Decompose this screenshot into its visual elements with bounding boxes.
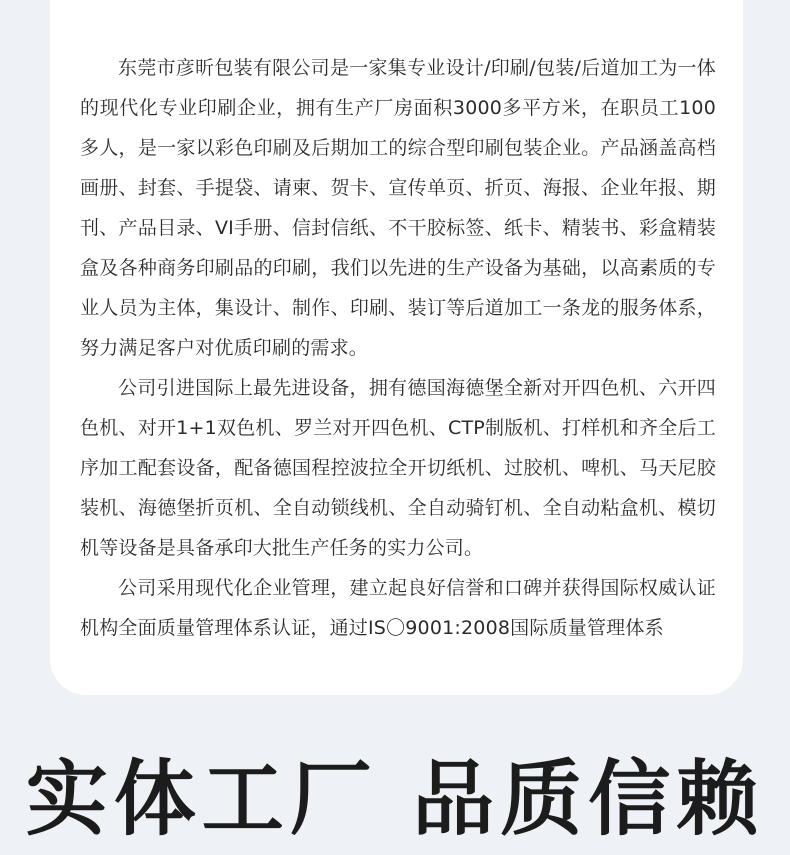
intro-paragraph-1: 东莞市彦昕包装有限公司是一家集专业设计/印刷/包装/后道加工为一体的现代化专业印刷企业，拥有生产厂房面积3000多平方米，在职员工100多人，是一家以彩色印刷及后期加工的综合型印刷包装企业。产品涵盖高档画册、封套、手提袋、请柬、贺卡、宣传单页、折页、海报、企业年报、期刊、产品目录、VI手册、信封信纸、不干胶标签、纸卡、精装书、彩盒精装盒及各种商务印刷品的印刷，我们以先进的生产设备为基础，以高素质的专业人员为主体，集设计、制作、印刷、装订等后道加工一条龙的服务体系，努力满足客户对优质印刷的需求。 xyxy=(80,57,716,359)
intro-paragraph-2: 公司引进国际上最先进设备，拥有德国海德堡全新对开四色机、六开四色机、对开1+1双色机、罗兰对开四色机、CTP制版机、打样机和齐全后工序加工配套设备，配备德国程控波拉全开切纸机、过胶机、啤机、马天尼胶装机、海德堡折页机、全自动锁线机、全自动骑钉机、全自动粘盒机、模切机等设备是具备承印大批生产任务的实力公司。 xyxy=(80,377,716,559)
section-title: 实体工厂 品质信赖 xyxy=(25,752,765,847)
company-intro xyxy=(80,48,716,648)
intro-paragraph-3: 公司采用现代化企业管理，建立起良好信誉和口碑并获得国际权威认证机构全面质量管理体系认证，通过IS〇9001:2008国际质量管理体系 xyxy=(80,577,716,639)
